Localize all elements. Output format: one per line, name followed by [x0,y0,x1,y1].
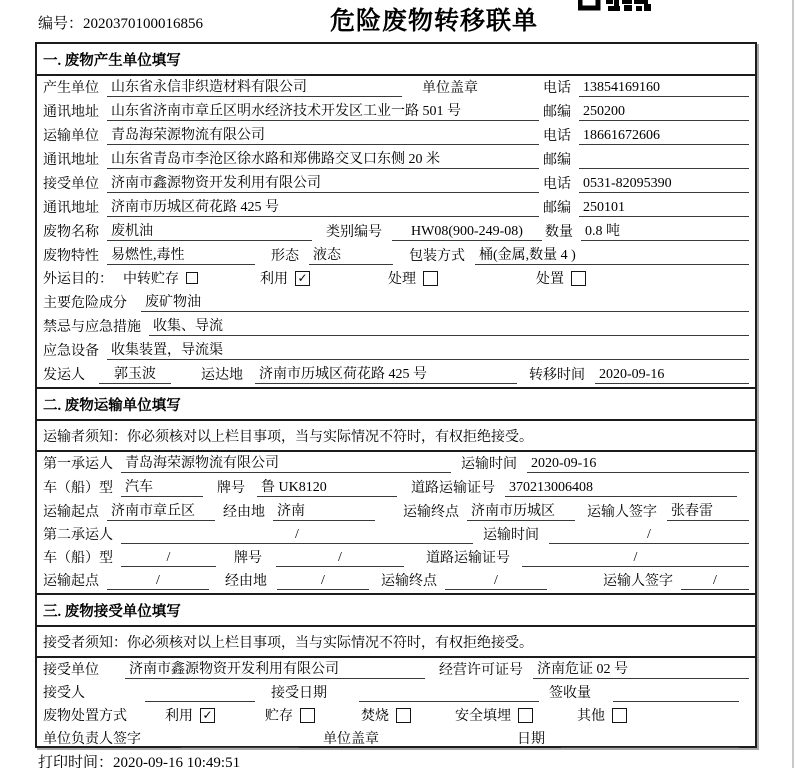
vehicle2-value: / [121,550,216,567]
vehicle1-value: 汽车 [121,476,203,497]
addr3-value: 济南市历城区荷花路 425 号 [107,196,539,217]
sign1-value: 张春雷 [667,500,749,521]
date-value [561,732,739,748]
carrier1-label: 第一承运人 [43,457,113,472]
road-cert1-label: 道路运输证号 [411,481,495,496]
accept-unit-value: 济南市鑫源物资开发利用有限公司 [125,658,425,679]
field-row-route2 [37,570,755,593]
waste-name-label: 废物名称 [43,225,99,240]
page-title: 危险废物转移联单 [330,8,539,35]
manifest-form-table [35,42,757,748]
field-row-transporter [37,124,755,148]
option-label: 安全填埋 [455,709,511,724]
field-row-accept-unit [37,658,755,682]
checkbox-icon [200,708,215,723]
traits-value: 易燃性,毒性 [107,244,255,265]
field-row-vehicle1 [37,476,755,500]
disposal-option-storage [265,705,315,725]
transporter-label: 运输单位 [43,129,99,144]
plate1-value: 鲁 UK8120 [257,476,397,497]
sign1-label: 运输人签字 [587,505,657,520]
receiver-label: 接受单位 [43,177,99,192]
disposal-option-utilize [165,705,215,725]
taboo-value: 收集、导流 [149,315,749,336]
road-cert2-label: 道路运输证号 [426,551,510,566]
addr2-value: 山东省青岛市李沧区徐水路和郑佛路交叉口东侧 20 米 [107,148,539,169]
dest-value: 济南市历城区荷花路 425 号 [255,363,517,384]
acceptor-label: 接受人 [43,686,85,701]
zip2-label: 邮编 [543,153,571,168]
checkbox-icon [295,271,310,286]
checkbox-icon [518,708,533,723]
print-time [38,751,240,768]
zip1-label: 邮编 [543,105,571,120]
time1-value: 2020-09-16 [527,456,749,473]
zip3-label: 邮编 [543,201,571,216]
phone2-label: 电话 [543,129,571,144]
field-row-carrier2 [37,524,755,547]
accept-date-value [359,686,539,702]
receiver-value: 济南市鑫源物资开发利用有限公司 [107,172,539,193]
road-cert2-value: / [522,550,749,567]
disposal-label: 废物处置方式 [43,709,127,724]
form-value: 液态 [309,244,393,265]
producer-value: 山东省永信非织造材料有限公司 [107,76,402,97]
accept-unit-label: 接受单位 [43,663,99,678]
disposal-option-incinerate [361,705,411,725]
category-label: 类别编号 [326,225,382,240]
purpose-option-treat [388,268,438,288]
page-edge-line [792,0,794,768]
producer-label: 产生单位 [43,81,99,96]
carrier1-value: 青岛海荣源物流有限公司 [121,452,451,473]
transporter-value: 青岛海荣源物流有限公司 [107,124,539,145]
plate2-value: / [276,550,404,567]
phone1-label: 电话 [543,81,571,96]
carrier2-value: / [121,527,473,544]
head-sign-value [181,732,299,748]
carrier2-label: 第二承运人 [43,528,113,543]
accept-date-label: 接受日期 [271,686,327,701]
doc-number [38,12,203,33]
section2-notice: 运输者须知：你必须核对以上栏目事项，当与实际情况不符时，有权拒绝接受。 [37,421,755,452]
hazard-label: 主要危险成分 [43,296,127,311]
road-cert1-value: 370213006408 [505,480,737,497]
category-value: HW08(900-249-08) [392,224,542,241]
purpose-label: 外运目的： [43,272,113,287]
via2-label: 经由地 [225,574,267,589]
qty-value: 0.8 吨 [581,220,749,241]
head-sign-label: 单位负责人签字 [43,732,141,747]
field-row-waste-name [37,220,755,244]
qr-code-fragment-icon [578,0,652,11]
field-row-shipper [37,363,755,387]
hazard-value: 废矿物油 [141,291,749,312]
disposal-option-other [577,705,627,725]
unit-seal-label: 单位盖章 [422,81,478,96]
option-label: 贮存 [265,709,293,724]
qty-label: 数量 [545,225,573,240]
field-row-receiver [37,172,755,196]
zip1-value: 250200 [579,104,749,121]
transfer-date-value: 2020-09-16 [595,367,749,384]
origin1-label: 运输起点 [43,505,99,520]
field-row-route1 [37,500,755,524]
field-row-producer-address [37,100,755,124]
addr1-label: 通讯地址 [43,105,99,120]
zip2-value [579,153,749,169]
time1-label: 运输时间 [461,457,517,472]
option-label: 中转贮存 [123,272,179,287]
addr1-value: 山东省济南市章丘区明水经济技术开发区工业一路 501 号 [107,100,539,121]
field-row-acceptor [37,682,755,705]
option-label: 利用 [165,709,193,724]
field-row-receiver-address [37,196,755,220]
end1-value: 济南市历城区 [467,500,575,521]
field-row-carrier1 [37,452,755,476]
packing-label: 包装方式 [409,249,465,264]
disposal-option-landfill [455,705,533,725]
field-row-taboo [37,315,755,339]
purpose-option-utilize [260,268,310,288]
end2-value: / [445,573,547,590]
transfer-date-label: 转移时间 [529,368,585,383]
plate1-label: 牌号 [217,481,245,496]
field-row-transporter-address [37,148,755,172]
license-label: 经营许可证号 [439,663,523,678]
end2-label: 运输终点 [381,574,437,589]
via1-label: 经由地 [223,505,265,520]
shipper-value: 郭玉波 [99,363,171,384]
option-label: 处置 [536,272,564,287]
sign2-value: / [681,573,749,590]
field-row-purpose [37,268,755,291]
section3-notice: 接受者须知：你必须核对以上栏目事项，当与实际情况不符时，有权拒绝接受。 [37,627,755,658]
checkbox-icon [396,708,411,723]
checkbox-icon [300,708,315,723]
license-value: 济南危证 02 号 [533,658,749,679]
date-label: 日期 [517,732,545,747]
section1-header: 一. 废物产生单位填写 [37,44,755,76]
field-row-head-signature [37,728,755,751]
checkbox-icon [423,271,438,286]
phone1-value: 13854169160 [579,80,749,97]
taboo-label: 禁忌与应急措施 [43,320,141,335]
option-label: 利用 [260,272,288,287]
waste-name-value: 废机油 [107,220,312,241]
field-row-producer [37,76,755,100]
origin2-label: 运输起点 [43,574,99,589]
phone2-value: 18661672606 [579,128,749,145]
end1-label: 运输终点 [403,505,459,520]
time2-value: / [549,527,749,544]
shipper-label: 发运人 [43,368,85,383]
sign-qty-value [613,686,739,702]
traits-label: 废物特性 [43,249,99,264]
phone3-label: 电话 [543,177,571,192]
via1-value: 济南 [273,500,375,521]
field-row-equipment [37,339,755,363]
doc-number-value: 2020370100016856 [83,16,204,32]
sign-qty-label: 签收量 [549,686,591,701]
sign2-label: 运输人签字 [603,574,673,589]
field-row-hazard [37,291,755,315]
option-label: 其他 [577,709,605,724]
option-label: 焚烧 [361,709,389,724]
vehicle1-label: 车（船）型 [43,481,113,496]
option-label: 处理 [388,272,416,287]
unit-seal3-label: 单位盖章 [323,732,379,747]
purpose-option-dispose [536,268,586,288]
vehicle2-label: 车（船）型 [43,551,113,566]
time2-label: 运输时间 [483,528,539,543]
addr3-label: 通讯地址 [43,201,99,216]
addr2-label: 通讯地址 [43,153,99,168]
form-label: 形态 [271,249,299,264]
origin1-value: 济南市章丘区 [107,500,215,521]
section2-header: 二. 废物运输单位填写 [37,387,755,421]
field-row-vehicle2 [37,547,755,570]
doc-number-label: 编号： [38,16,84,32]
field-row-disposal [37,705,755,728]
zip3-value: 250101 [579,200,749,217]
checkbox-icon [186,272,198,284]
checkbox-icon [571,271,586,286]
via2-value: / [277,573,369,590]
origin2-value: / [107,573,209,590]
section3-header: 三. 废物接受单位填写 [37,593,755,627]
equip-value: 收集装置，导流渠 [107,339,749,360]
print-time-value: 2020-09-16 10:49:51 [113,755,241,768]
purpose-option-transfer-storage [123,268,198,288]
equip-label: 应急设备 [43,344,99,359]
phone3-value: 0531-82095390 [579,176,749,193]
print-time-label: 打印时间： [38,755,114,768]
dest-label: 运达地 [201,368,243,383]
packing-value: 桶(金属,数量 4 ) [475,244,749,265]
field-row-waste-traits [37,244,755,268]
acceptor-value [145,686,255,702]
checkbox-icon [612,708,627,723]
plate2-label: 牌号 [234,551,262,566]
